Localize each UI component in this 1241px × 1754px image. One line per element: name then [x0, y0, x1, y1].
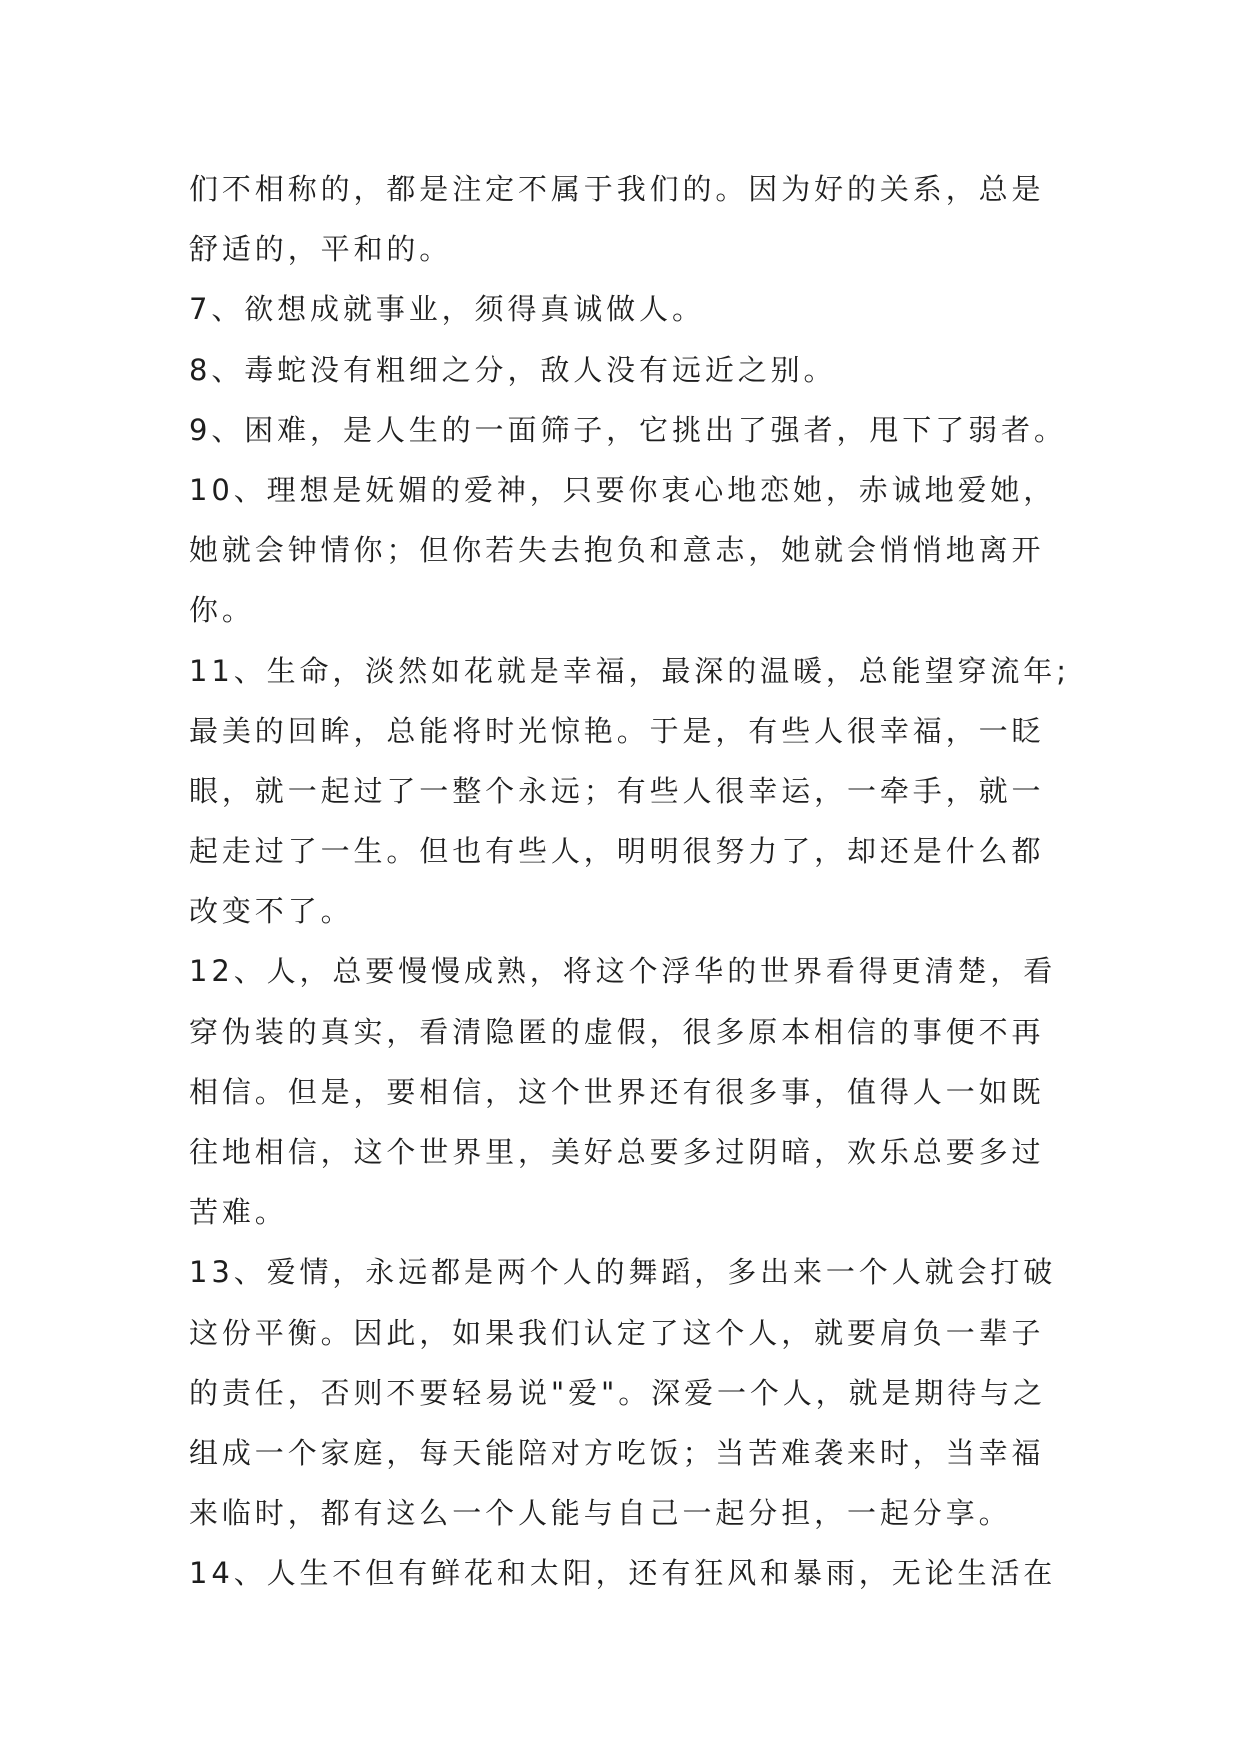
text-line: 眼，就一起过了一整个永远；有些人很幸运，一牵手，就一	[189, 773, 1045, 808]
text-line: 来临时，都有这么一个人能与自己一起分担，一起分享。	[189, 1496, 1012, 1531]
text-line: 这份平衡。因此，如果我们认定了这个人，就要肩负一辈子	[189, 1315, 1045, 1350]
text-line: 穿伪装的真实，看清隐匿的虚假，很多原本相信的事便不再	[189, 1014, 1045, 1049]
text-line: 苦难。	[189, 1195, 288, 1230]
document-body	[189, 159, 1070, 1604]
text-line: 7、欲想成就事业，须得真诚做人。	[189, 292, 705, 327]
text-line: 往地相信，这个世界里，美好总要多过阴暗，欢乐总要多过	[189, 1135, 1045, 1169]
text-line: 11、生命，淡然如花就是幸福，最深的温暖，总能望穿流年;	[189, 653, 1070, 688]
text-line: 13、爱情，永远都是两个人的舞蹈，多出来一个人就会打破	[189, 1255, 1057, 1290]
text-line: 相信。但是，要相信，这个世界还有很多事，值得人一如既	[189, 1074, 1045, 1109]
text-line: 改变不了。	[189, 894, 354, 929]
text-line: 10、理想是妩媚的爱神，只要你衷心地恋她，赤诚地爱她，	[189, 472, 1057, 507]
text-line: 你。	[189, 593, 255, 628]
text-line: 组成一个家庭，每天能陪对方吃饭；当苦难袭来时，当幸福	[189, 1435, 1045, 1470]
text-line: 14、人生不但有鲜花和太阳，还有狂风和暴雨，无论生活在	[189, 1556, 1057, 1591]
text-line: 起走过了一生。但也有些人，明明很努力了，却还是什么都	[189, 834, 1045, 869]
text-line: 最美的回眸，总能将时光惊艳。于是，有些人很幸福，一眨	[189, 713, 1045, 748]
text-line: 她就会钟情你；但你若失去抱负和意志，她就会悄悄地离开	[189, 533, 1045, 568]
text-line: 们不相称的，都是注定不属于我们的。因为好的关系，总是	[189, 172, 1045, 206]
text-line: 的责任，否则不要轻易说"爱"。深爱一个人，就是期待与之	[189, 1375, 1046, 1410]
text-line: 9、困难，是人生的一面筛子，它挑出了强者，甩下了弱者。	[189, 412, 1067, 447]
text-line: 12、人，总要慢慢成熟，将这个浮华的世界看得更清楚，看	[189, 954, 1057, 989]
text-line: 舒适的，平和的。	[189, 232, 453, 267]
text-line: 8、毒蛇没有粗细之分，敌人没有远近之别。	[189, 352, 837, 387]
